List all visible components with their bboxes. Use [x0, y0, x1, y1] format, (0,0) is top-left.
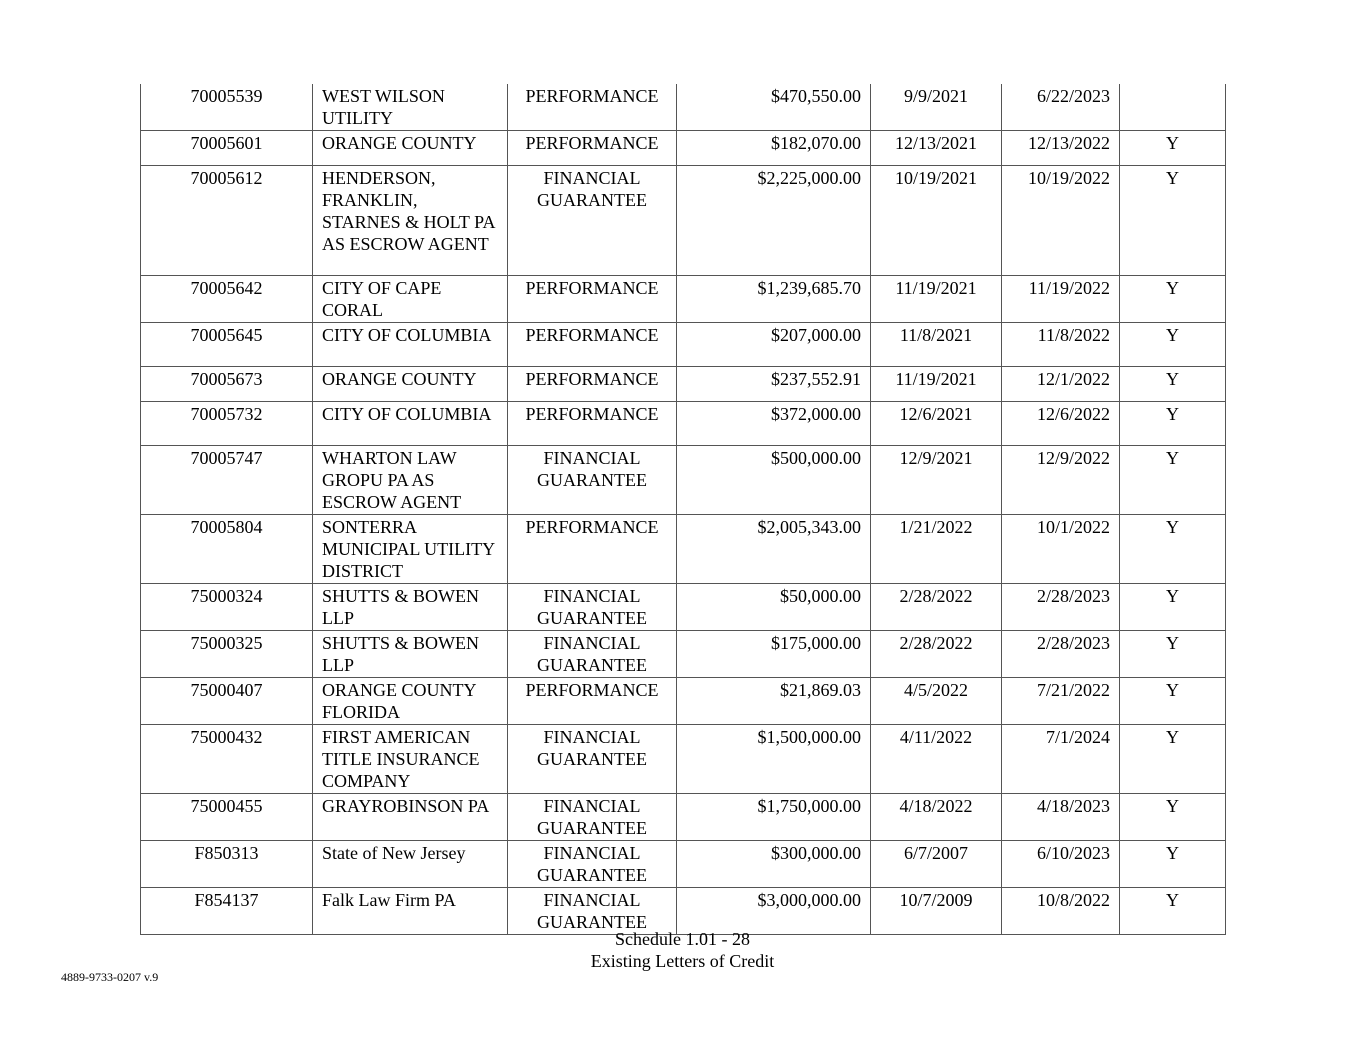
lc-number-cell: 70005539	[141, 84, 313, 131]
table-body	[141, 84, 1226, 935]
lc-number-cell: 70005612	[141, 166, 313, 276]
letters-of-credit-table	[140, 84, 1226, 935]
table-row	[141, 276, 1226, 323]
lc-type-cell: FINANCIAL GUARANTEE	[508, 631, 677, 678]
beneficiary-cell: ORANGE COUNTY	[313, 367, 508, 402]
issue-date-cell: 11/19/2021	[871, 276, 1002, 323]
flag-cell: Y	[1120, 725, 1226, 794]
amount-cell: $372,000.00	[677, 402, 871, 446]
lc-number-cell: 75000455	[141, 794, 313, 841]
beneficiary-cell: Falk Law Firm PA	[313, 888, 508, 935]
expiry-date-cell: 2/28/2023	[1002, 584, 1120, 631]
expiry-date-cell: 12/9/2022	[1002, 446, 1120, 515]
expiry-date-cell: 12/6/2022	[1002, 402, 1120, 446]
beneficiary-cell: HENDERSON, FRANKLIN, STARNES & HOLT PA AS ESCROW AGENT	[313, 166, 508, 276]
beneficiary-cell: CITY OF COLUMBIA	[313, 402, 508, 446]
amount-cell: $1,239,685.70	[677, 276, 871, 323]
lc-type-cell: FINANCIAL GUARANTEE	[508, 725, 677, 794]
beneficiary-cell: SHUTTS & BOWEN LLP	[313, 584, 508, 631]
lc-number-cell: F854137	[141, 888, 313, 935]
expiry-date-cell: 6/10/2023	[1002, 841, 1120, 888]
document-id: 4889-9733-0207 v.9	[61, 970, 159, 984]
amount-cell: $207,000.00	[677, 323, 871, 367]
lc-number-cell: 70005645	[141, 323, 313, 367]
lc-number-cell: 70005732	[141, 402, 313, 446]
table-row	[141, 725, 1226, 794]
lc-type-cell: FINANCIAL GUARANTEE	[508, 446, 677, 515]
expiry-date-cell: 7/1/2024	[1002, 725, 1120, 794]
table-row	[141, 515, 1226, 584]
flag-cell: Y	[1120, 794, 1226, 841]
flag-cell: Y	[1120, 515, 1226, 584]
amount-cell: $1,750,000.00	[677, 794, 871, 841]
flag-cell: Y	[1120, 131, 1226, 166]
amount-cell: $300,000.00	[677, 841, 871, 888]
amount-cell: $182,070.00	[677, 131, 871, 166]
flag-cell: Y	[1120, 584, 1226, 631]
expiry-date-cell: 2/28/2023	[1002, 631, 1120, 678]
lc-type-cell: PERFORMANCE	[508, 678, 677, 725]
lc-type-cell: PERFORMANCE	[508, 131, 677, 166]
expiry-date-cell: 11/19/2022	[1002, 276, 1120, 323]
table-row	[141, 584, 1226, 631]
amount-cell: $21,869.03	[677, 678, 871, 725]
beneficiary-cell: SONTERRA MUNICIPAL UTILITY DISTRICT	[313, 515, 508, 584]
amount-cell: $2,225,000.00	[677, 166, 871, 276]
lc-number-cell: 70005673	[141, 367, 313, 402]
flag-cell: Y	[1120, 367, 1226, 402]
table-row	[141, 84, 1226, 131]
issue-date-cell: 2/28/2022	[871, 631, 1002, 678]
issue-date-cell: 11/19/2021	[871, 367, 1002, 402]
expiry-date-cell: 6/22/2023	[1002, 84, 1120, 131]
flag-cell: Y	[1120, 402, 1226, 446]
expiry-date-cell: 10/19/2022	[1002, 166, 1120, 276]
schedule-number: Schedule 1.01 - 28	[615, 929, 750, 949]
table-row	[141, 402, 1226, 446]
lc-number-cell: 70005601	[141, 131, 313, 166]
lc-type-cell: FINANCIAL GUARANTEE	[508, 166, 677, 276]
flag-cell: Y	[1120, 888, 1226, 935]
beneficiary-cell: CITY OF CAPE CORAL	[313, 276, 508, 323]
amount-cell: $500,000.00	[677, 446, 871, 515]
expiry-date-cell: 12/13/2022	[1002, 131, 1120, 166]
table-row	[141, 794, 1226, 841]
lc-number-cell: 75000432	[141, 725, 313, 794]
amount-cell: $1,500,000.00	[677, 725, 871, 794]
lc-type-cell: PERFORMANCE	[508, 367, 677, 402]
issue-date-cell: 12/6/2021	[871, 402, 1002, 446]
beneficiary-cell: FIRST AMERICAN TITLE INSURANCE COMPANY	[313, 725, 508, 794]
beneficiary-cell: State of New Jersey	[313, 841, 508, 888]
beneficiary-cell: WHARTON LAW GROPU PA AS ESCROW AGENT	[313, 446, 508, 515]
lc-type-cell: PERFORMANCE	[508, 402, 677, 446]
table-row	[141, 631, 1226, 678]
table-row	[141, 131, 1226, 166]
issue-date-cell: 9/9/2021	[871, 84, 1002, 131]
issue-date-cell: 4/5/2022	[871, 678, 1002, 725]
expiry-date-cell: 7/21/2022	[1002, 678, 1120, 725]
lc-number-cell: 75000324	[141, 584, 313, 631]
amount-cell: $3,000,000.00	[677, 888, 871, 935]
table-row	[141, 323, 1226, 367]
lc-type-cell: FINANCIAL GUARANTEE	[508, 794, 677, 841]
issue-date-cell: 2/28/2022	[871, 584, 1002, 631]
lc-type-cell: FINANCIAL GUARANTEE	[508, 841, 677, 888]
lc-number-cell: 70005642	[141, 276, 313, 323]
beneficiary-cell: ORANGE COUNTY FLORIDA	[313, 678, 508, 725]
amount-cell: $2,005,343.00	[677, 515, 871, 584]
flag-cell: Y	[1120, 446, 1226, 515]
flag-cell: Y	[1120, 323, 1226, 367]
lc-number-cell: 70005804	[141, 515, 313, 584]
lc-type-cell: PERFORMANCE	[508, 84, 677, 131]
flag-cell: Y	[1120, 678, 1226, 725]
issue-date-cell: 4/18/2022	[871, 794, 1002, 841]
table-row	[141, 678, 1226, 725]
issue-date-cell: 10/19/2021	[871, 166, 1002, 276]
expiry-date-cell: 12/1/2022	[1002, 367, 1120, 402]
flag-cell: Y	[1120, 631, 1226, 678]
amount-cell: $470,550.00	[677, 84, 871, 131]
beneficiary-cell: SHUTTS & BOWEN LLP	[313, 631, 508, 678]
beneficiary-cell: CITY OF COLUMBIA	[313, 323, 508, 367]
lc-type-cell: FINANCIAL GUARANTEE	[508, 888, 677, 935]
issue-date-cell: 12/9/2021	[871, 446, 1002, 515]
lc-type-cell: PERFORMANCE	[508, 515, 677, 584]
flag-cell	[1120, 84, 1226, 131]
flag-cell: Y	[1120, 276, 1226, 323]
expiry-date-cell: 10/1/2022	[1002, 515, 1120, 584]
issue-date-cell: 12/13/2021	[871, 131, 1002, 166]
lc-number-cell: 75000325	[141, 631, 313, 678]
table-row	[141, 841, 1226, 888]
lc-number-cell: 70005747	[141, 446, 313, 515]
lc-type-cell: PERFORMANCE	[508, 276, 677, 323]
issue-date-cell: 4/11/2022	[871, 725, 1002, 794]
schedule-title: Existing Letters of Credit	[590, 951, 775, 971]
table-row	[141, 166, 1226, 276]
table-row	[141, 367, 1226, 402]
flag-cell: Y	[1120, 166, 1226, 276]
beneficiary-cell: WEST WILSON UTILITY	[313, 84, 508, 131]
lc-type-cell: FINANCIAL GUARANTEE	[508, 584, 677, 631]
amount-cell: $237,552.91	[677, 367, 871, 402]
amount-cell: $175,000.00	[677, 631, 871, 678]
beneficiary-cell: GRAYROBINSON PA	[313, 794, 508, 841]
lc-type-cell: PERFORMANCE	[508, 323, 677, 367]
page-footer	[0, 928, 1365, 972]
beneficiary-cell: ORANGE COUNTY	[313, 131, 508, 166]
lc-number-cell: F850313	[141, 841, 313, 888]
issue-date-cell: 10/7/2009	[871, 888, 1002, 935]
issue-date-cell: 6/7/2007	[871, 841, 1002, 888]
expiry-date-cell: 4/18/2023	[1002, 794, 1120, 841]
expiry-date-cell: 10/8/2022	[1002, 888, 1120, 935]
flag-cell: Y	[1120, 841, 1226, 888]
issue-date-cell: 1/21/2022	[871, 515, 1002, 584]
expiry-date-cell: 11/8/2022	[1002, 323, 1120, 367]
issue-date-cell: 11/8/2021	[871, 323, 1002, 367]
amount-cell: $50,000.00	[677, 584, 871, 631]
table-row	[141, 446, 1226, 515]
lc-number-cell: 75000407	[141, 678, 313, 725]
